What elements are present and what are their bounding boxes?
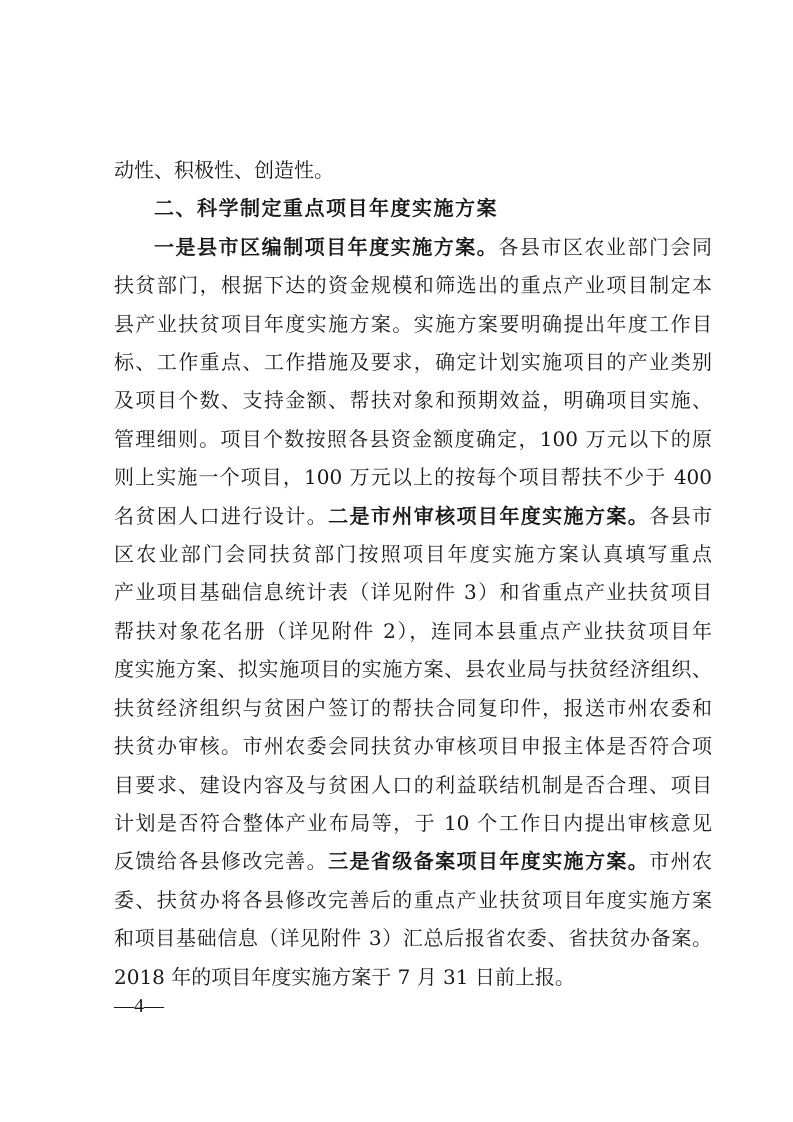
text-segment: 名贫困人口进行设计。	[114, 503, 329, 528]
text-segment: 扶贫经济组织与贫困户签订的帮扶合同复印件，报送市州农委和	[114, 695, 712, 720]
text-line	[114, 497, 712, 535]
text-segment: 和项目基础信息（详见附件 3）汇总后报省农委、省扶贫办备案。	[114, 926, 712, 951]
text-segment: 扶贫办审核。市州农委会同扶贫办审核项目申报主体是否符合项	[114, 734, 712, 759]
text-line	[114, 650, 712, 688]
text-line	[114, 381, 712, 419]
section-heading	[114, 189, 712, 227]
text-line	[114, 842, 712, 880]
text-segment: 动性、积极性、创造性。	[114, 158, 334, 182]
text-line	[114, 343, 712, 381]
text-line	[114, 612, 712, 650]
text-line	[114, 573, 712, 611]
text-line	[114, 881, 712, 919]
text-segment: 计划是否符合整体产业布局等，于 10 个工作日内提出审核意见	[114, 810, 712, 835]
text-line	[114, 458, 712, 496]
text-segment: 则上实施一个项目，100 万元以上的按每个项目帮扶不少于 400	[114, 465, 712, 490]
text-line	[114, 151, 712, 189]
text-line	[114, 919, 712, 957]
bold-lead-phrase: 三是省级备案项目年度实施方案。	[328, 849, 650, 874]
text-line	[114, 727, 712, 765]
text-line	[114, 266, 712, 304]
text-line	[114, 804, 712, 842]
document-body	[114, 151, 712, 996]
text-line	[114, 305, 712, 343]
text-segment: 区农业部门会同扶贫部门按照项目年度实施方案认真填写重点	[114, 542, 712, 567]
text-segment: 产业项目基础信息统计表（详见附件 3）和省重点产业扶贫项目	[114, 580, 712, 605]
text-line	[114, 958, 712, 996]
bold-lead-phrase: 一是县市区编制项目年度实施方案。	[154, 234, 499, 259]
text-line	[114, 535, 712, 573]
text-segment: 管理细则。项目个数按照各县资金额度确定，100 万元以下的原	[114, 426, 712, 451]
text-segment: 各县市区农业部门会同	[498, 234, 713, 259]
text-segment: 各县市	[649, 503, 713, 528]
bold-lead-phrase: 二、科学制定重点项目年度实施方案	[154, 196, 498, 221]
text-segment: 2018 年的项目年度实施方案于 7 月 31 日前上报。	[114, 964, 575, 989]
text-segment: 市州农	[649, 849, 713, 874]
text-segment: 委、扶贫办将各县修改完善后的重点产业扶贫项目年度实施方案	[114, 887, 712, 912]
text-segment: 度实施方案、拟实施项目的实施方案、县农业局与扶贫经济组织、	[114, 657, 712, 682]
text-line	[114, 689, 712, 727]
text-segment: 目要求、建设内容及与贫困人口的利益联结机制是否合理、项目	[114, 772, 712, 797]
text-segment: 反馈给各县修改完善。	[114, 849, 329, 874]
bold-lead-phrase: 二是市州审核项目年度实施方案。	[328, 503, 650, 528]
page-number: —4—	[114, 995, 164, 1017]
text-line	[114, 420, 712, 458]
text-segment: 标、工作重点、工作措施及要求，确定计划实施项目的产业类别	[114, 350, 712, 375]
text-segment: 及项目个数、支持金额、帮扶对象和预期效益，明确项目实施、	[114, 388, 712, 413]
text-line	[114, 766, 712, 804]
text-segment: 县产业扶贫项目年度实施方案。实施方案要明确提出年度工作目	[114, 311, 712, 336]
text-line	[114, 228, 712, 266]
text-segment: 帮扶对象花名册（详见附件 2），连同本县重点产业扶贫项目年	[114, 618, 712, 643]
text-segment: 扶贫部门，根据下达的资金规模和筛选出的重点产业项目制定本	[114, 273, 712, 298]
